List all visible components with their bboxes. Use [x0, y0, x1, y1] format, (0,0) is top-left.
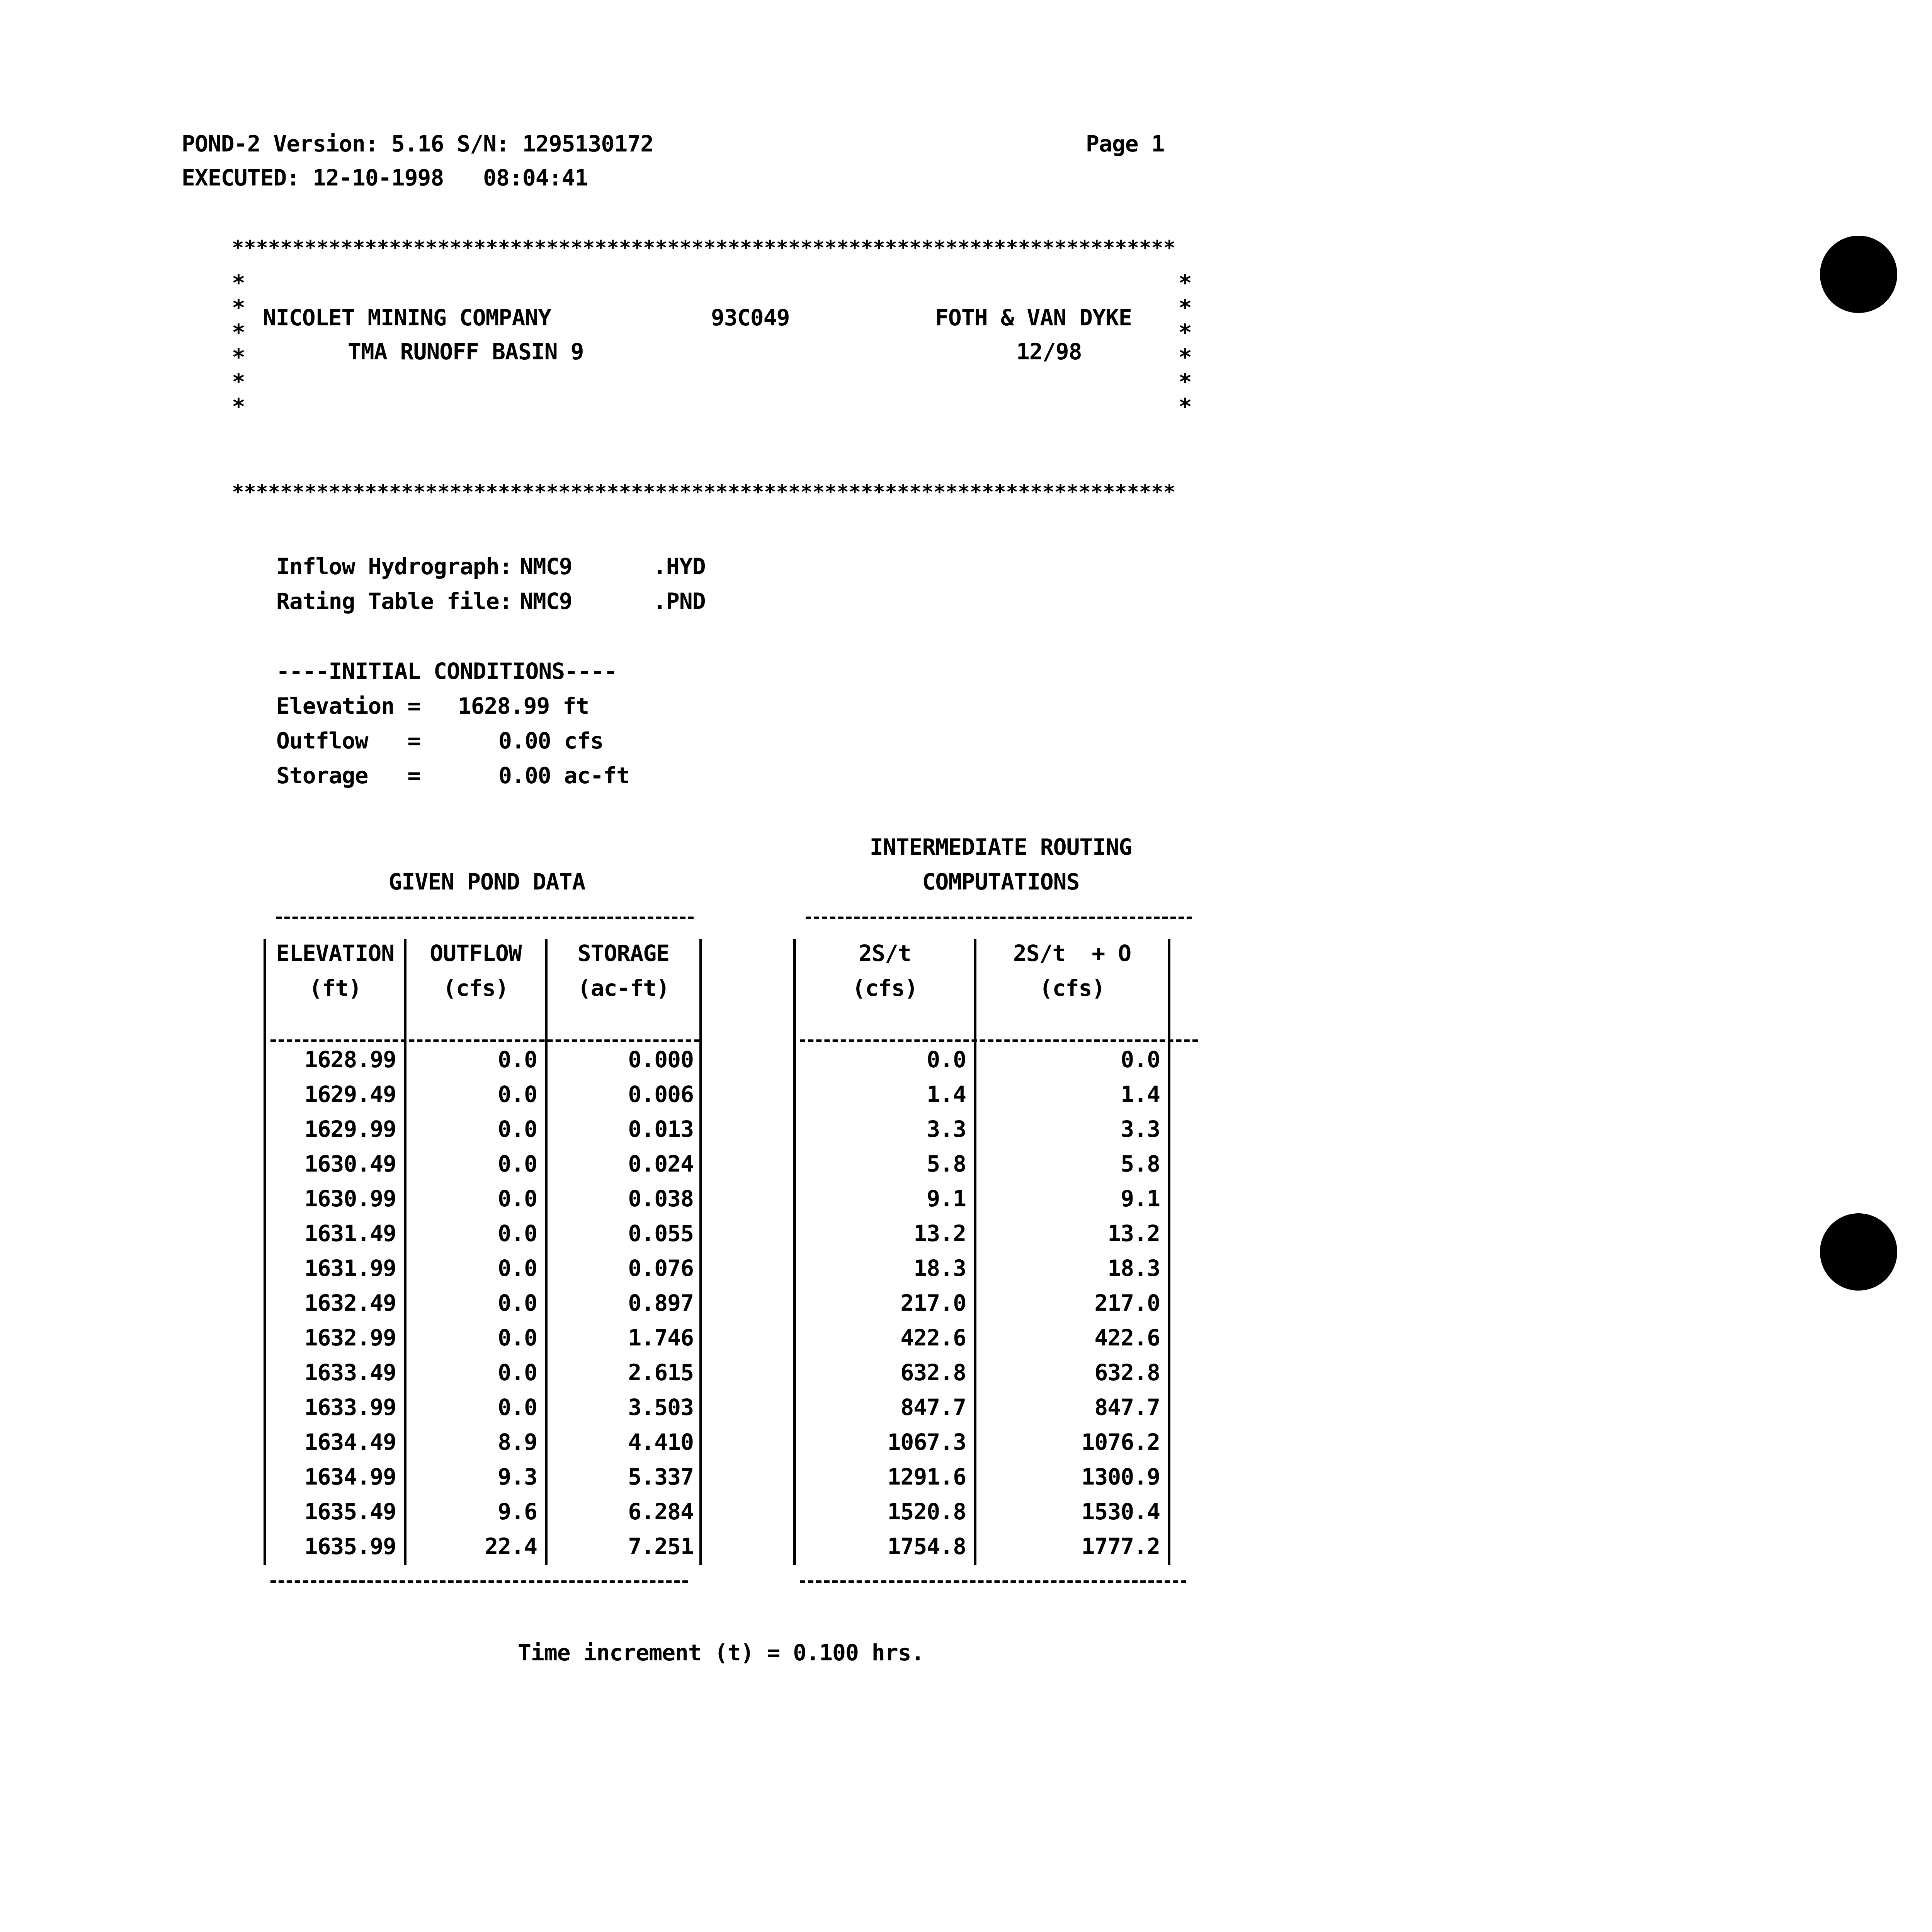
routing-header-rule — [800, 1039, 1198, 1042]
routing-right-edge — [1168, 939, 1170, 1565]
banner-right-border: * * * * * * — [1179, 270, 1192, 420]
given-row-14-cell-2: 9.6 — [498, 1498, 537, 1525]
banner-project-code: 93C049 — [711, 304, 790, 331]
routing-row-13-cell-1: 1291.6 — [887, 1464, 966, 1490]
given-row-15-cell-1: 1635.99 — [304, 1533, 396, 1560]
routing-left-edge — [793, 939, 796, 1565]
given-row-7-cell-3: 0.076 — [628, 1255, 694, 1281]
initial-storage-value: 0.00 ac-ft — [498, 762, 630, 789]
routing-row-6-cell-1: 13.2 — [913, 1220, 966, 1247]
routing-row-10-cell-1: 632.8 — [900, 1359, 966, 1386]
given-row-15-cell-3: 7.251 — [628, 1533, 694, 1560]
given-header-rule — [270, 1039, 699, 1042]
routing-row-15-cell-1: 1754.8 — [887, 1533, 966, 1560]
given-row-14-cell-1: 1635.49 — [304, 1498, 396, 1525]
routing-row-3-cell-2: 3.3 — [1121, 1116, 1160, 1142]
given-row-12-cell-2: 8.9 — [498, 1429, 537, 1455]
given-row-2-cell-1: 1629.49 — [304, 1081, 396, 1107]
routing-row-9-cell-2: 422.6 — [1094, 1325, 1160, 1351]
routing-row-7-cell-1: 18.3 — [913, 1255, 966, 1281]
routing-top-rule — [806, 917, 1192, 919]
given-row-9-cell-2: 0.0 — [498, 1325, 537, 1351]
routing-row-4-cell-2: 5.8 — [1121, 1151, 1160, 1177]
binder-hole-middle — [1820, 1213, 1897, 1291]
initial-outflow-value: 0.00 cfs — [498, 728, 604, 754]
given-row-1-cell-3: 0.000 — [628, 1046, 694, 1073]
given-row-3-cell-3: 0.013 — [628, 1116, 694, 1142]
given-row-13-cell-2: 9.3 — [498, 1464, 537, 1490]
given-row-9-cell-3: 1.746 — [628, 1325, 694, 1351]
initial-heading: ----INITIAL CONDITIONS---- — [276, 658, 617, 684]
banner-left-border: * * * * * * — [232, 270, 245, 420]
routing-col-2st-plus-o-unit: (cfs) — [1039, 975, 1105, 1001]
given-pond-title: GIVEN POND DATA — [388, 869, 585, 895]
initial-storage-label: Storage = — [276, 762, 421, 789]
routing-row-6-cell-2: 13.2 — [1107, 1220, 1160, 1247]
inflow-label: Inflow Hydrograph: — [276, 553, 512, 580]
given-row-10-cell-1: 1633.49 — [304, 1359, 396, 1386]
given-row-7-cell-1: 1631.99 — [304, 1255, 396, 1281]
routing-row-5-cell-2: 9.1 — [1121, 1185, 1160, 1212]
given-row-3-cell-2: 0.0 — [498, 1116, 537, 1142]
given-row-11-cell-3: 3.503 — [628, 1394, 694, 1420]
given-row-12-cell-1: 1634.49 — [304, 1429, 396, 1455]
given-row-8-cell-2: 0.0 — [498, 1290, 537, 1316]
initial-elevation-value: 1628.99 ft — [458, 693, 589, 719]
given-bottom-rule — [270, 1580, 688, 1583]
given-row-10-cell-2: 0.0 — [498, 1359, 537, 1386]
given-row-8-cell-3: 0.897 — [628, 1290, 694, 1316]
inflow-name: NMC9 — [520, 553, 572, 580]
routing-row-2-cell-1: 1.4 — [927, 1081, 966, 1107]
given-row-3-cell-1: 1629.99 — [304, 1116, 396, 1142]
given-row-4-cell-3: 0.024 — [628, 1151, 694, 1177]
binder-hole-top — [1820, 236, 1897, 313]
routing-row-8-cell-1: 217.0 — [900, 1290, 966, 1316]
banner-company: NICOLET MINING COMPANY — [263, 304, 551, 331]
inflow-ext: .HYD — [653, 553, 706, 580]
given-row-5-cell-3: 0.038 — [628, 1185, 694, 1212]
given-row-4-cell-1: 1630.49 — [304, 1151, 396, 1177]
given-top-rule — [276, 917, 694, 919]
banner-date: 12/98 — [1016, 338, 1082, 365]
routing-title-line2: COMPUTATIONS — [922, 869, 1080, 895]
routing-col-2st-plus-o: 2S/t + O — [1013, 940, 1131, 966]
routing-row-14-cell-2: 1530.4 — [1081, 1498, 1160, 1525]
given-divider-2 — [545, 939, 548, 1565]
given-divider-1 — [404, 939, 406, 1565]
routing-row-9-cell-1: 422.6 — [900, 1325, 966, 1351]
banner-top-border: ****************************************************************************** — [232, 236, 1175, 260]
routing-row-14-cell-1: 1520.8 — [887, 1498, 966, 1525]
given-row-2-cell-2: 0.0 — [498, 1081, 537, 1107]
given-row-5-cell-1: 1630.99 — [304, 1185, 396, 1212]
routing-col-2st: 2S/t — [859, 940, 911, 966]
routing-row-5-cell-1: 9.1 — [927, 1185, 966, 1212]
routing-row-7-cell-2: 18.3 — [1107, 1255, 1160, 1281]
given-row-4-cell-2: 0.0 — [498, 1151, 537, 1177]
given-row-2-cell-3: 0.006 — [628, 1081, 694, 1107]
given-col-outflow-unit: (cfs) — [443, 975, 509, 1001]
given-row-11-cell-2: 0.0 — [498, 1394, 537, 1420]
banner-subtitle: TMA RUNOFF BASIN 9 — [348, 338, 584, 365]
routing-row-3-cell-1: 3.3 — [927, 1116, 966, 1142]
routing-row-11-cell-2: 847.7 — [1094, 1394, 1160, 1420]
routing-row-2-cell-2: 1.4 — [1121, 1081, 1160, 1107]
initial-elevation-label: Elevation = — [276, 693, 421, 719]
given-col-outflow: OUTFLOW — [430, 940, 522, 966]
rating-ext: .PND — [653, 588, 706, 614]
executed-line: EXECUTED: 12-10-1998 08:04:41 — [182, 165, 588, 191]
banner-bottom-border: ****************************************************************************** — [232, 481, 1175, 504]
given-row-8-cell-1: 1632.49 — [304, 1290, 396, 1316]
given-row-6-cell-1: 1631.49 — [304, 1220, 396, 1247]
given-row-6-cell-2: 0.0 — [498, 1220, 537, 1247]
routing-row-12-cell-1: 1067.3 — [887, 1429, 966, 1455]
routing-row-1-cell-1: 0.0 — [927, 1046, 966, 1073]
given-col-storage: STORAGE — [577, 940, 670, 966]
routing-row-4-cell-1: 5.8 — [927, 1151, 966, 1177]
routing-row-15-cell-2: 1777.2 — [1081, 1533, 1160, 1560]
routing-title-line1: INTERMEDIATE ROUTING — [869, 834, 1132, 860]
routing-row-1-cell-2: 0.0 — [1121, 1046, 1160, 1073]
version-line: POND-2 Version: 5.16 S/N: 1295130172 — [182, 131, 654, 157]
given-row-7-cell-2: 0.0 — [498, 1255, 537, 1281]
page-label: Page 1 — [1086, 131, 1165, 157]
routing-row-11-cell-1: 847.7 — [900, 1394, 966, 1420]
given-row-5-cell-2: 0.0 — [498, 1185, 537, 1212]
given-left-edge — [264, 939, 266, 1565]
given-col-elevation: ELEVATION — [276, 940, 395, 966]
routing-row-10-cell-2: 632.8 — [1094, 1359, 1160, 1386]
rating-label: Rating Table file: — [276, 588, 512, 614]
routing-divider — [974, 939, 976, 1565]
given-row-1-cell-1: 1628.99 — [304, 1046, 396, 1073]
given-row-10-cell-3: 2.615 — [628, 1359, 694, 1386]
given-col-elevation-unit: (ft) — [309, 975, 362, 1001]
given-row-9-cell-1: 1632.99 — [304, 1325, 396, 1351]
given-row-12-cell-3: 4.410 — [628, 1429, 694, 1455]
given-col-storage-unit: (ac-ft) — [577, 975, 670, 1001]
given-row-6-cell-3: 0.055 — [628, 1220, 694, 1247]
initial-outflow-label: Outflow = — [276, 728, 421, 754]
given-right-edge — [699, 939, 702, 1565]
given-row-15-cell-2: 22.4 — [485, 1533, 537, 1560]
given-row-14-cell-3: 6.284 — [628, 1498, 694, 1525]
time-increment: Time increment (t) = 0.100 hrs. — [518, 1639, 924, 1666]
routing-row-13-cell-2: 1300.9 — [1081, 1464, 1160, 1490]
rating-name: NMC9 — [520, 588, 572, 614]
given-row-13-cell-3: 5.337 — [628, 1464, 694, 1490]
routing-col-2st-unit: (cfs) — [852, 975, 918, 1001]
given-row-1-cell-2: 0.0 — [498, 1046, 537, 1073]
given-row-13-cell-1: 1634.99 — [304, 1464, 396, 1490]
routing-row-12-cell-2: 1076.2 — [1081, 1429, 1160, 1455]
routing-bottom-rule — [800, 1580, 1186, 1583]
routing-row-8-cell-2: 217.0 — [1094, 1290, 1160, 1316]
banner-consultant: FOTH & VAN DYKE — [935, 304, 1132, 331]
given-row-11-cell-1: 1633.99 — [304, 1394, 396, 1420]
